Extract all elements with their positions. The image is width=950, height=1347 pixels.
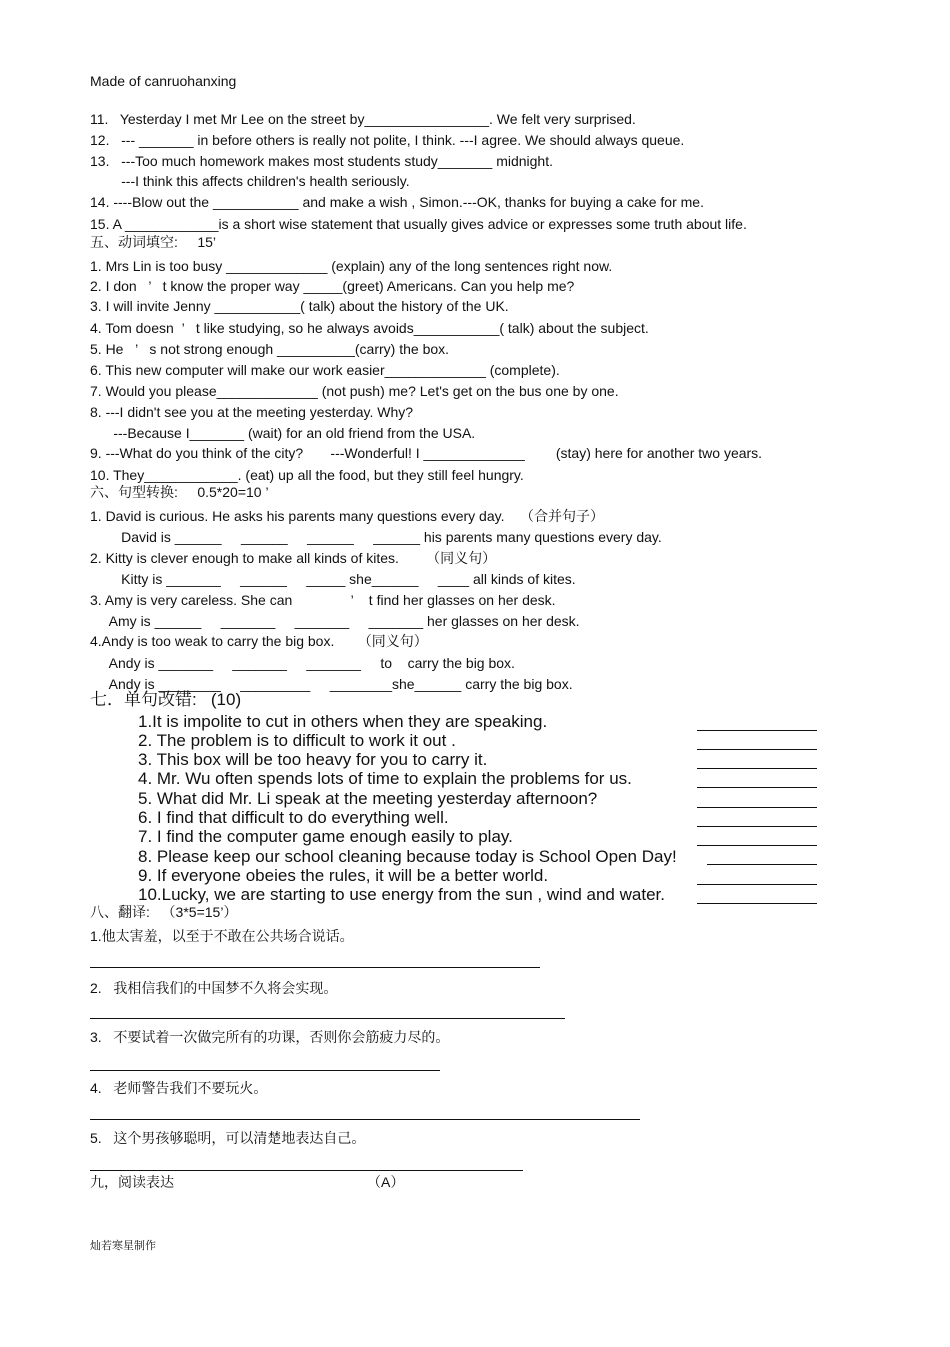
correction-item-2: 2. The problem is to difficult to work it out . — [138, 731, 456, 750]
question-13: 13. ---Too much homework makes most students study_______ midnight. — [90, 153, 553, 169]
answer-line — [90, 966, 540, 968]
translation-item-3: 3. 不要试着一次做完所有的功课，否则你会筋疲力尽的。 — [90, 1029, 450, 1045]
translation-item-4: 4. 老师警告我们不要玩火。 — [90, 1080, 268, 1096]
part7-heading: 七．单句改错: (10) — [90, 690, 242, 709]
question-14: 14. ----Blow out the ___________ and make a wish , Simon.---OK, thanks for buying a cake for me. — [90, 194, 704, 210]
correction-answer-blank — [697, 831, 817, 846]
verb-item-6: 6. This new computer will make our work easier_____________ (complete). — [90, 362, 560, 378]
transform-item-2: 2. Kitty is clever enough to make all kinds of kites. （同义句） — [90, 550, 497, 566]
transform-item-4-answer-a: Andy is _______ _______ _______ to carry the big box. — [90, 655, 515, 671]
question-15: 15. A ____________is a short wise statement that usually gives advice or expresses some truth about life. — [90, 216, 747, 232]
verb-item-4: 4. Tom doesn ’ t like studying, so he always avoids___________( talk) about the subject. — [90, 320, 649, 336]
verb-item-8: 8. ---I didn't see you at the meeting yesterday. Why? — [90, 404, 414, 420]
answer-line — [90, 1017, 565, 1019]
part5-heading: 五、动词填空: 15’ — [90, 234, 217, 250]
part9-subheading: （A） — [367, 1174, 405, 1190]
correction-answer-blank — [697, 889, 817, 904]
translation-item-2: 2. 我相信我们的中国梦不久将会实现。 — [90, 980, 338, 996]
correction-item-3: 3. This box will be too heavy for you to carry it. — [138, 750, 488, 769]
correction-item-6: 6. I find that difficult to do everything well. — [138, 808, 449, 827]
correction-item-4: 4. Mr. Wu often spends lots of time to explain the problems for us. — [138, 769, 632, 788]
correction-answer-blank — [697, 870, 817, 885]
verb-item-3: 3. I will invite Jenny ___________( talk) about the history of the UK. — [90, 298, 509, 314]
transform-item-2-answer: Kitty is _______ ______ _____ she______ ____ all kinds of kites. — [90, 571, 576, 587]
question-11: 11. Yesterday I met Mr Lee on the street by________________. We felt very surprised. — [90, 111, 636, 127]
translation-item-1: 1.他太害羞，以至于不敢在公共场合说话。 — [90, 928, 354, 944]
correction-answer-blank — [707, 850, 817, 865]
answer-line — [90, 1169, 523, 1171]
transform-item-1-answer: David is ______ ______ ______ ______ his parents many questions every day. — [90, 529, 662, 545]
transform-item-4: 4.Andy is too weak to carry the big box. （同义句） — [90, 633, 428, 649]
correction-item-7: 7. I find the computer game enough easily to play. — [138, 827, 513, 846]
correction-item-9: 9. If everyone obeies the rules, it will be a better world. — [138, 866, 549, 885]
verb-item-10: 10. They____________. (eat) up all the food, but they still feel hungry. — [90, 467, 524, 483]
question-12: 12. --- _______ in before others is really not polite, I think. ---I agree. We should always queue. — [90, 132, 685, 148]
correction-item-10: 10.Lucky, we are starting to use energy from the sun , wind and water. — [138, 885, 665, 904]
part6-heading: 六、句型转换: 0.5*20=10 ’ — [90, 484, 269, 500]
verb-item-7: 7. Would you please_____________ (not push) me? Let's get on the bus one by one. — [90, 383, 619, 399]
verb-item-9: 9. ---What do you think of the city? ---Wonderful! I _____________ (stay) here for another two years. — [90, 445, 763, 461]
header-made-of: Made of canruohanxing — [90, 73, 237, 89]
part9-heading: 九，阅读表达 — [90, 1174, 174, 1190]
correction-answer-blank — [697, 754, 817, 769]
correction-item-1: 1.It is impolite to cut in others when they are speaking. — [138, 712, 548, 731]
verb-item-8-reply: ---Because I_______ (wait) for an old friend from the USA. — [90, 425, 476, 441]
question-13-reply: ---I think this affects children's health seriously. — [90, 173, 410, 189]
transform-item-3: 3. Amy is very careless. She can ’ t find her glasses on her desk. — [90, 592, 556, 608]
correction-answer-blank — [697, 812, 817, 827]
answer-line — [90, 1118, 640, 1120]
transform-item-1: 1. David is curious. He asks his parents many questions every day. （合并句子） — [90, 508, 605, 524]
correction-answer-blank — [697, 716, 817, 731]
correction-answer-blank — [697, 793, 817, 808]
transform-item-3-answer: Amy is ______ _______ _______ _______ her glasses on her desk. — [90, 613, 580, 629]
verb-item-2: 2. I don ’ t know the proper way _____(greet) Americans. Can you help me? — [90, 278, 575, 294]
correction-answer-blank — [697, 735, 817, 750]
answer-line — [90, 1069, 440, 1071]
verb-item-5: 5. He ’ s not strong enough __________(carry) the box. — [90, 341, 450, 357]
correction-item-8: 8. Please keep our school cleaning because today is School Open Day! — [138, 847, 677, 866]
correction-answer-blank — [697, 773, 817, 788]
verb-item-1: 1. Mrs Lin is too busy _____________ (explain) any of the long sentences right now. — [90, 258, 613, 274]
correction-item-5: 5. What did Mr. Li speak at the meeting yesterday afternoon? — [138, 789, 598, 808]
translation-item-5: 5. 这个男孩够聪明，可以清楚地表达自己。 — [90, 1130, 366, 1146]
transform-item-4-answer-b: Andy is ________ _________ ________she______ carry the big box. — [90, 676, 573, 692]
part8-heading: 八、翻译: （3*5=15’） — [90, 904, 238, 920]
footer-credit: 灿若寒星制作 — [90, 1240, 156, 1252]
